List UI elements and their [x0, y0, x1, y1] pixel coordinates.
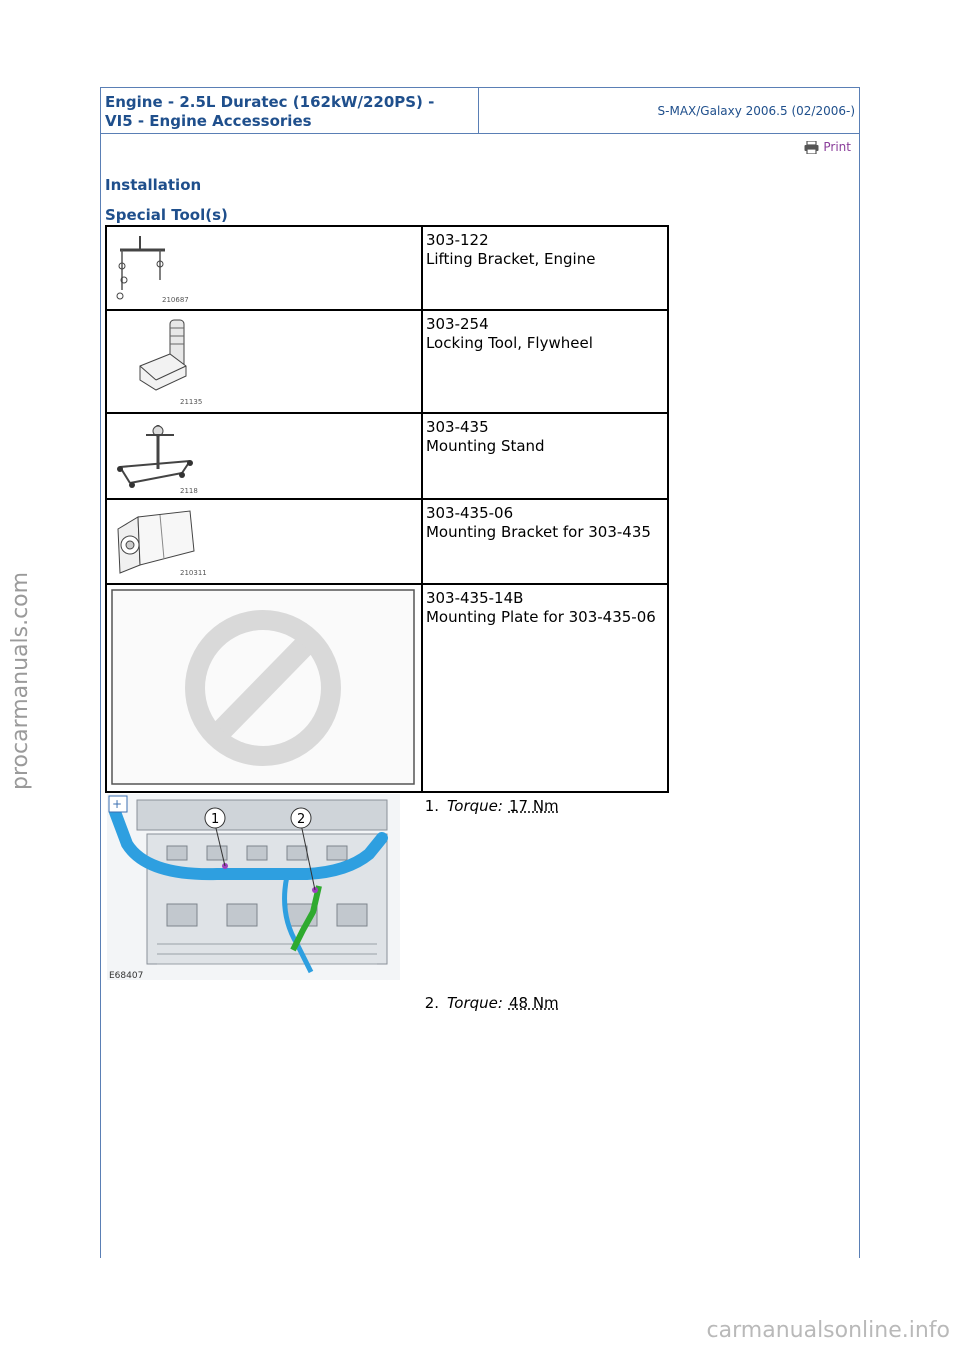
tool-number: 303-435-06	[425, 504, 514, 522]
section-title: Installation	[105, 176, 202, 194]
table-row	[106, 584, 668, 792]
special-tools-table	[105, 225, 669, 793]
page-header	[101, 88, 859, 134]
special-tools-title: Special Tool(s)	[105, 206, 228, 224]
table-row	[106, 413, 668, 499]
callout-2: 2	[297, 812, 306, 827]
tool-name: Locking Tool, Flywheel	[425, 334, 593, 352]
tool-image-code: 2118	[180, 487, 198, 495]
tool-description-cell	[422, 499, 668, 584]
header-model: S-MAX/Galaxy 2006.5 (02/2006-)	[657, 104, 855, 118]
tool-name: Lifting Bracket, Engine	[425, 250, 596, 268]
step-value[interactable]: 17 Nm	[508, 797, 559, 815]
header-title-cell	[101, 88, 479, 133]
bottom-watermark: carmanualsonline.info	[706, 1318, 950, 1343]
tool-image-code: 21135	[180, 398, 203, 406]
engine-hose-diagram	[107, 794, 400, 980]
tool-name: Mounting Plate for 303-435-06	[425, 608, 656, 626]
tool-number: 303-122	[425, 231, 489, 249]
tool-image-cell	[106, 499, 422, 584]
tool-image-cell	[106, 584, 422, 792]
flywheel-locking-tool-image	[110, 314, 220, 408]
tool-number: 303-254	[425, 315, 489, 333]
table-row	[106, 499, 668, 584]
tool-name: Mounting Stand	[425, 437, 545, 455]
step-number: 1.	[424, 797, 439, 815]
tool-number: 303-435	[425, 418, 489, 436]
mounting-bracket-image	[110, 503, 220, 579]
tool-description-cell	[422, 310, 668, 413]
tool-number: 303-435-14B	[425, 589, 524, 607]
tool-image-code: 210687	[162, 296, 189, 304]
figure-code: E68407	[109, 971, 144, 980]
zoom-icon: +	[112, 797, 123, 811]
mounting-stand-image	[110, 417, 220, 495]
callout-1: 1	[211, 812, 220, 827]
document-frame	[100, 87, 860, 1258]
no-image-placeholder	[110, 588, 416, 786]
lifting-bracket-image	[110, 230, 210, 306]
print-button[interactable]	[804, 140, 851, 154]
tool-description-cell	[422, 413, 668, 499]
table-row	[106, 226, 668, 310]
print-label: Print	[823, 140, 851, 154]
tool-image-code: 210311	[180, 569, 207, 577]
printer-icon	[804, 141, 819, 154]
procedure-step	[411, 797, 559, 815]
tool-image-cell	[106, 226, 422, 310]
side-watermark: procarmanuals.com	[8, 571, 33, 790]
tool-image-cell	[106, 413, 422, 499]
tool-description-cell	[422, 226, 668, 310]
procedure-step	[411, 994, 559, 1012]
step-label: Torque:	[447, 797, 503, 815]
tool-name: Mounting Bracket for 303-435	[425, 523, 651, 541]
table-row	[106, 310, 668, 413]
step-number: 2.	[424, 994, 439, 1012]
tool-image-cell	[106, 310, 422, 413]
header-title-line1: Engine - 2.5L Duratec (162kW/220PS) -	[105, 93, 435, 111]
step-value[interactable]: 48 Nm	[508, 994, 559, 1012]
header-title-line2: VI5 - Engine Accessories	[105, 112, 312, 130]
tool-description-cell	[422, 584, 668, 792]
step-label: Torque:	[447, 994, 503, 1012]
